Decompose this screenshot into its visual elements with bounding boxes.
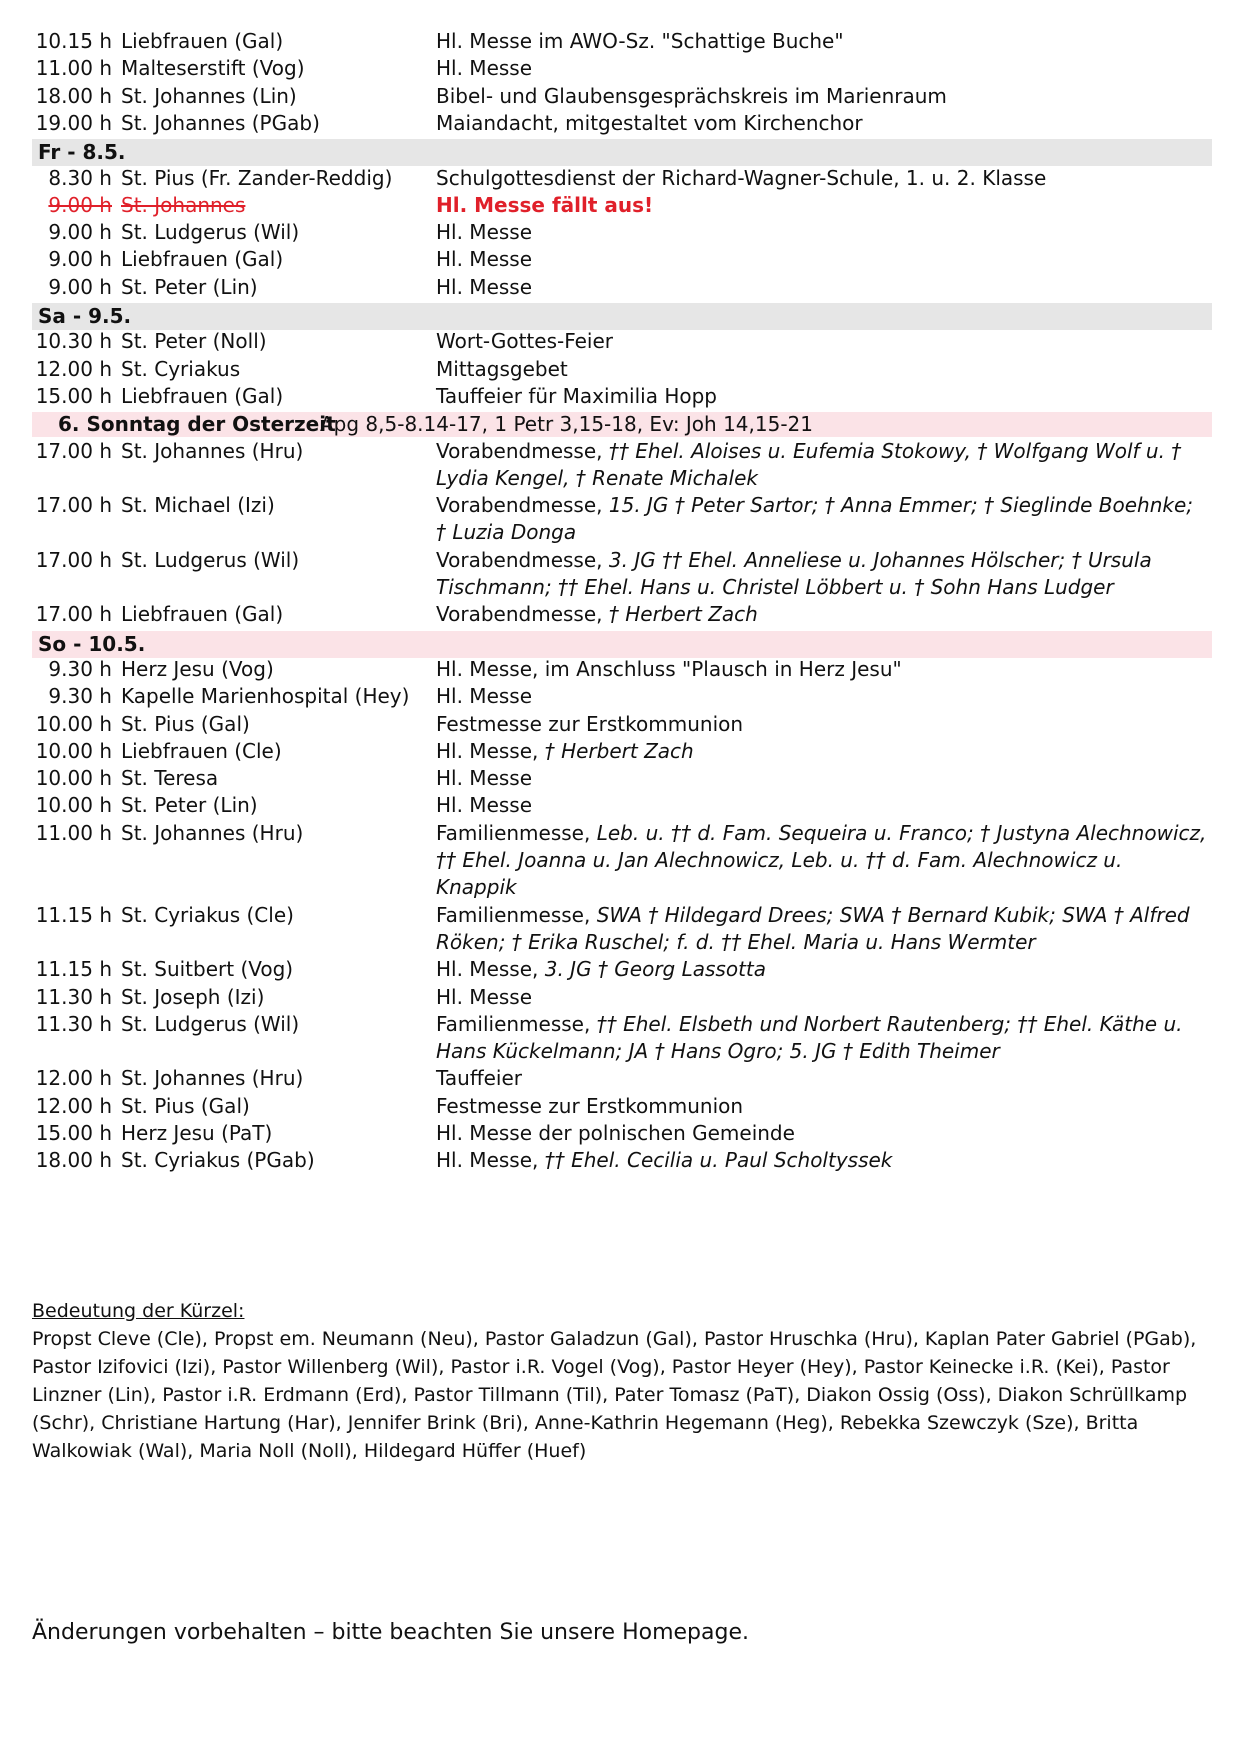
service-location: St. Ludgerus (Wil) — [121, 1011, 300, 1036]
intention-note: †† Ehel. Aloises u. Eufemia Stokowy, † Wolfgang Wolf u. † Lydia Kengel, † Renate Michalek — [436, 438, 1182, 490]
service-location: St. Suitbert (Vog) — [121, 957, 294, 982]
service-time: 15.00 h — [35, 383, 112, 408]
intention-note: † Herbert Zach — [602, 602, 758, 627]
service-time: 9.00 h — [48, 220, 112, 245]
service-type: Festmesse zur Erstkommunion — [436, 711, 744, 736]
service-type: Hl. Messe — [436, 766, 533, 791]
service-time: 17.00 h — [35, 438, 112, 463]
service-description — [436, 438, 1208, 493]
abbreviation-legend — [32, 1297, 1212, 1465]
service-description — [436, 792, 1208, 819]
service-time: 17.00 h — [35, 602, 112, 627]
service-type: Bibel- und Glaubensgesprächskreis im Marienraum — [436, 83, 947, 108]
day-header-label: Fr - 8.5. — [38, 140, 126, 165]
service-time: 11.30 h — [35, 1011, 112, 1036]
service-location: St. Peter (Lin) — [121, 274, 258, 299]
service-description — [436, 902, 1208, 957]
service-description — [436, 656, 1208, 683]
service-time: 10.30 h — [35, 329, 112, 354]
service-location: St. Johannes (PGab) — [121, 110, 320, 135]
service-type: Vorabendmesse, — [436, 438, 603, 463]
service-type: Hl. Messe — [436, 56, 533, 81]
service-location: St. Cyriakus (Cle) — [121, 902, 294, 927]
service-location: St. Ludgerus (Wil) — [121, 220, 300, 245]
service-description — [436, 28, 1208, 55]
service-time: 10.00 h — [35, 793, 112, 818]
service-description — [436, 356, 1208, 383]
service-time: 11.00 h — [35, 56, 112, 81]
day-header — [32, 139, 1212, 166]
footer-note: Änderungen vorbehalten – bitte beachten Sie unsere Homepage. — [32, 1620, 749, 1645]
service-time: 9.00 h — [48, 192, 112, 217]
service-description — [436, 274, 1208, 301]
service-type: Hl. Messe, — [436, 1148, 539, 1173]
service-location: St. Johannes (Lin) — [121, 83, 297, 108]
service-type: Wort-Gottes-Feier — [436, 329, 614, 354]
intention-note: 3. JG †† Ehel. Anneliese u. Johannes Hölscher; † Ursula Tischmann; †† Ehel. Hans u. Christel Löbbert u. † Sohn Hans Ludger — [436, 547, 1152, 599]
day-header-label: Sa - 9.5. — [38, 304, 132, 328]
service-type: Maiandacht, mitgestaltet vom Kirchenchor — [436, 110, 863, 135]
service-time: 12.00 h — [35, 356, 112, 381]
service-type: Hl. Messe fällt aus! — [436, 192, 654, 217]
service-location: Herz Jesu (Vog) — [121, 656, 274, 681]
service-time: 18.00 h — [35, 83, 112, 108]
intention-note: 15. JG † Peter Sartor; † Anna Emmer; † Sieglinde Boehnke; † Luzia Donga — [436, 493, 1194, 545]
service-time: 8.30 h — [48, 165, 112, 190]
service-location: Liebfrauen (Gal) — [121, 247, 284, 272]
legend-text: Propst Cleve (Cle), Propst em. Neumann (Neu), Pastor Galadzun (Gal), Pastor Hruschka (Hru), Kaplan Pater Gabriel (PGab), Pastor Izifovici (Izi), Pastor Willenberg (Wil), Pastor i.R. Vogel (Vog), Pastor Heyer (Hey), Pastor Keinecke i.R. (Kei), Pastor Linzner (Lin), Pastor i.R. Erdmann (Erd), Pastor Tillmann (Til), Pater Tomasz (PaT), Diakon Ossig (Oss), Diakon Schrüllkamp (Schr), Christiane Hartung (Har), Jennifer Brink (Bri), Anne-Kathrin Hegemann (Heg), Rebekka Szewczyk (Sze), Britta Walkowiak (Wal), Maria Noll (Noll), Hildegard Hüffer (Huef) — [32, 1328, 1197, 1462]
service-type: Schulgottesdienst der Richard-Wagner-Schule, 1. u. 2. Klasse — [436, 165, 1047, 190]
service-time: 17.00 h — [35, 493, 112, 518]
service-location: Liebfrauen (Gal) — [121, 602, 284, 627]
service-description — [436, 820, 1208, 902]
service-time: 11.15 h — [35, 957, 112, 982]
service-description — [436, 1147, 1208, 1174]
service-time: 10.15 h — [35, 29, 112, 53]
service-location: St. Ludgerus (Wil) — [121, 547, 300, 572]
service-type: Hl. Messe — [436, 684, 533, 709]
service-description — [436, 956, 1208, 983]
service-time: 12.00 h — [35, 1093, 112, 1118]
service-description — [436, 547, 1208, 602]
sunday-readings: Apg 8,5-8.14-17, 1 Petr 3,15-18, Ev: Joh 14,15-21 — [320, 412, 813, 437]
service-type: Hl. Messe — [436, 274, 533, 299]
intention-note: † Herbert Zach — [538, 738, 694, 763]
service-type: Tauffeier — [436, 1066, 523, 1091]
service-time: 9.00 h — [48, 274, 112, 299]
service-location: St. Cyriakus (PGab) — [121, 1148, 315, 1173]
service-description — [436, 110, 1208, 137]
service-location: St. Teresa — [121, 766, 219, 791]
service-type: Hl. Messe — [436, 984, 533, 1009]
service-location: St. Pius (Gal) — [121, 1093, 250, 1118]
service-type: Vorabendmesse, — [436, 493, 603, 518]
day-header-label: So - 10.5. — [38, 631, 146, 656]
service-location: Herz Jesu (PaT) — [121, 1121, 273, 1145]
service-description — [436, 765, 1208, 792]
service-time: 10.00 h — [35, 738, 112, 763]
service-description — [436, 1120, 1208, 1147]
service-location: Liebfrauen (Gal) — [121, 29, 284, 53]
service-time: 11.15 h — [35, 902, 112, 927]
legend-title: Bedeutung der Kürzel: — [32, 1300, 245, 1322]
service-type: Hl. Messe — [436, 220, 533, 245]
service-time: 9.30 h — [48, 684, 112, 709]
service-type: Mittagsgebet — [436, 356, 568, 381]
intention-note: Leb. u. †† d. Fam. Sequeira u. Franco; † Justyna Alechnowicz, †† Ehel. Joanna u. Jan Alechnowicz, Leb. u. †† d. Fam. Alechnowicz u. Knappik — [436, 820, 1207, 900]
service-type: Familienmesse, — [436, 820, 591, 845]
service-location: St. Peter (Noll) — [121, 329, 267, 354]
service-description — [436, 383, 1208, 410]
service-location: Liebfrauen (Gal) — [121, 383, 284, 408]
service-type: Tauffeier für Maximilia Hopp — [436, 383, 717, 408]
day-header — [32, 631, 1212, 658]
service-location: St. Michael (Izi) — [121, 493, 275, 518]
service-description — [436, 492, 1208, 547]
service-description — [436, 984, 1208, 1011]
service-description — [436, 165, 1208, 192]
service-location: Kapelle Marienhospital (Hey) — [121, 684, 410, 709]
service-time: 17.00 h — [35, 547, 112, 572]
service-location: St. Johannes — [121, 192, 246, 217]
service-type: Familienmesse, — [436, 1011, 591, 1036]
intention-note: SWA † Hildegard Drees; SWA † Bernard Kubik; SWA † Alfred Röken; † Erika Ruschel; f. d. †† Ehel. Maria u. Hans Wermter — [436, 902, 1190, 954]
service-type: Familienmesse, — [436, 902, 591, 927]
service-type: Vorabendmesse, — [436, 547, 603, 572]
service-description — [436, 738, 1208, 765]
service-type: Hl. Messe der polnischen Gemeinde — [436, 1121, 795, 1145]
service-location: St. Joseph (Izi) — [121, 984, 265, 1009]
intention-note: 3. JG † Georg Lassotta — [538, 957, 767, 982]
service-type: Hl. Messe, — [436, 957, 539, 982]
service-time: 18.00 h — [35, 1148, 112, 1173]
service-description — [436, 601, 1208, 628]
day-header — [32, 303, 1212, 330]
service-type: Hl. Messe, im Anschluss "Plausch in Herz Jesu" — [436, 656, 902, 681]
service-time: 15.00 h — [35, 1121, 112, 1145]
service-description — [436, 328, 1208, 355]
service-type: Hl. Messe im AWO-Sz. "Schattige Buche" — [436, 29, 844, 53]
service-time: 10.00 h — [35, 766, 112, 791]
service-type: Festmesse zur Erstkommunion — [436, 1093, 744, 1118]
service-location: St. Peter (Lin) — [121, 793, 258, 818]
service-location: Malteserstift (Vog) — [121, 56, 305, 81]
service-description — [436, 246, 1208, 273]
service-description — [436, 55, 1208, 82]
service-location: St. Pius (Fr. Zander-Reddig) — [121, 165, 393, 190]
service-description — [436, 1065, 1208, 1092]
service-time: 10.00 h — [35, 711, 112, 736]
service-time: 11.00 h — [35, 820, 112, 845]
service-time: 9.30 h — [48, 656, 112, 681]
intention-note: †† Ehel. Elsbeth und Norbert Rautenberg; †† Ehel. Käthe u. Hans Kückelmann; JA † Hans Ogro; 5. JG † Edith Theimer — [436, 1011, 1183, 1064]
service-time: 11.30 h — [35, 984, 112, 1009]
service-description — [436, 1093, 1208, 1120]
service-time: 19.00 h — [35, 110, 112, 135]
service-description — [436, 711, 1208, 738]
sunday-title: 6. Sonntag der Osterzeit — [58, 412, 336, 437]
service-time: 12.00 h — [35, 1066, 112, 1091]
service-type: Vorabendmesse, — [436, 602, 603, 627]
service-description — [436, 192, 1208, 219]
service-description — [436, 219, 1208, 246]
service-time: 9.00 h — [48, 247, 112, 272]
service-location: St. Johannes (Hru) — [121, 820, 304, 845]
service-location: St. Johannes (Hru) — [121, 1066, 304, 1091]
service-location: Liebfrauen (Cle) — [121, 738, 282, 763]
service-description — [436, 683, 1208, 710]
service-description — [436, 1011, 1208, 1066]
service-type: Hl. Messe — [436, 793, 533, 818]
service-description — [436, 83, 1208, 110]
intention-note: †† Ehel. Cecilia u. Paul Scholtyssek — [538, 1148, 893, 1173]
service-type: Hl. Messe — [436, 247, 533, 272]
sunday-header — [32, 412, 1212, 437]
service-location: St. Pius (Gal) — [121, 711, 250, 736]
service-type: Hl. Messe, — [436, 738, 539, 763]
service-location: St. Cyriakus — [121, 356, 241, 381]
service-location: St. Johannes (Hru) — [121, 438, 304, 463]
